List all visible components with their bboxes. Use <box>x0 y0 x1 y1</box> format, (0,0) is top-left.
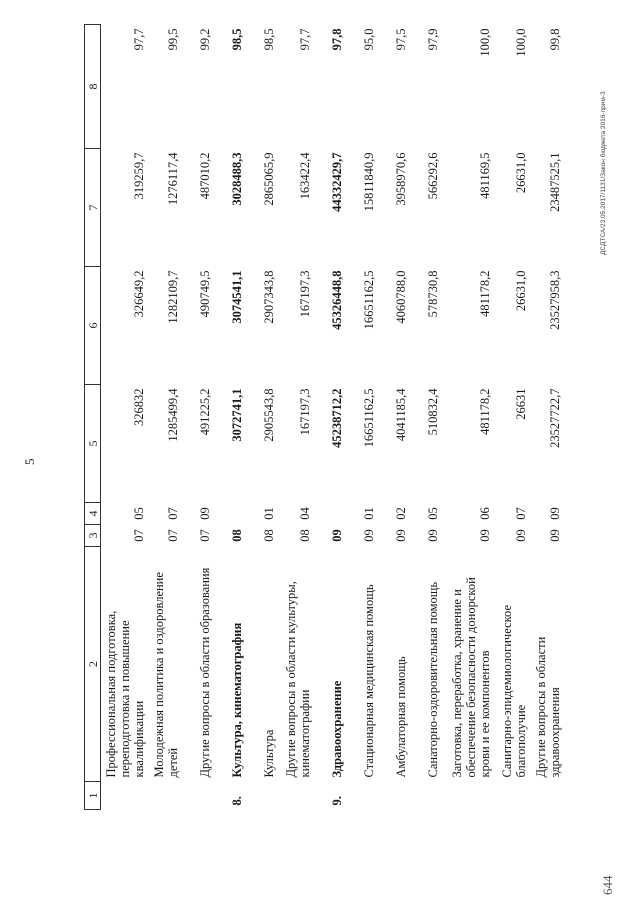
value-col-5: 2905543,8 <box>262 388 276 442</box>
subsection-code: 09 <box>548 507 562 520</box>
header-col-2: 2 <box>85 547 101 782</box>
value-col-7: 3958970,6 <box>394 152 408 206</box>
value-col-7: 15811840,9 <box>362 152 376 212</box>
table-row <box>247 25 279 810</box>
table-row <box>495 25 531 810</box>
value-col-8: 99,5 <box>166 28 180 51</box>
value-col-5: 1285499,4 <box>166 388 180 442</box>
row-name: Стационарная медицинская помощь <box>362 584 376 778</box>
row-number <box>279 782 315 810</box>
value-col-6: 490749,5 <box>198 270 212 318</box>
value-col-5: 3072741,1 <box>230 388 244 442</box>
row-number <box>101 782 150 810</box>
value-col-6: 23527958,3 <box>548 270 562 330</box>
value-col-6: 4060788,0 <box>394 270 408 324</box>
header-col-1: 1 <box>85 782 101 810</box>
row-number: 8. <box>230 796 244 806</box>
value-col-6: 578730,8 <box>426 270 440 318</box>
value-col-8: 97,8 <box>330 28 344 51</box>
value-col-8: 100,0 <box>514 28 528 57</box>
value-col-7: 319259,7 <box>132 152 146 200</box>
value-col-6: 16651162,5 <box>362 270 376 330</box>
value-col-7: 1276117,4 <box>166 152 180 206</box>
section-code: 08 <box>230 529 244 542</box>
table-row <box>215 25 247 810</box>
subsection-code: 01 <box>362 507 376 520</box>
subsection-code: 07 <box>514 507 528 520</box>
value-col-7: 23487525,1 <box>548 152 562 212</box>
table-row <box>315 25 347 810</box>
section-code: 09 <box>330 529 344 542</box>
value-col-6: 26631,0 <box>514 270 528 312</box>
section-code: 09 <box>362 529 376 542</box>
section-code: 09 <box>478 529 492 542</box>
row-number <box>531 782 565 810</box>
value-col-5: 4041185,4 <box>394 388 408 442</box>
value-col-7: 566292,6 <box>426 152 440 200</box>
row-name: Заготовка, переработка, хранение и обеспечение безопасности донорской крови и ее компонентов <box>450 577 492 778</box>
value-col-8: 98,5 <box>230 28 244 51</box>
row-number <box>149 782 183 810</box>
row-number <box>443 782 495 810</box>
value-col-5: 45238712,2 <box>330 388 344 448</box>
table-row <box>443 25 495 810</box>
value-col-8: 98,5 <box>262 28 276 51</box>
value-col-8: 97,5 <box>394 28 408 51</box>
value-col-5: 481178,2 <box>478 388 492 435</box>
value-col-8: 95,0 <box>362 28 376 51</box>
row-name: Другие вопросы в области здравоохранения <box>534 636 562 778</box>
section-code: 09 <box>548 529 562 542</box>
value-col-8: 100,0 <box>478 28 492 57</box>
section-code: 07 <box>166 529 180 542</box>
table-row <box>101 25 150 810</box>
section-code: 09 <box>514 529 528 542</box>
section-code: 09 <box>394 529 408 542</box>
value-col-5: 491225,2 <box>198 388 212 436</box>
value-col-6: 45326448,8 <box>330 270 344 330</box>
row-number: 9. <box>330 796 344 806</box>
section-code: 08 <box>298 529 312 542</box>
table-header-row <box>85 25 101 810</box>
value-col-6: 326649,2 <box>132 270 146 318</box>
row-name: Профессиональная подготовка, переподготовка и повышение квалификации <box>104 610 146 778</box>
value-col-7: 487010,2 <box>198 152 212 200</box>
table-row <box>531 25 565 810</box>
value-col-5: 26631 <box>514 388 528 420</box>
table-row <box>149 25 183 810</box>
row-number <box>411 782 443 810</box>
row-number <box>183 782 215 810</box>
header-col-3: 3 <box>85 525 101 547</box>
table-row <box>347 25 379 810</box>
table-row <box>411 25 443 810</box>
header-col-4: 4 <box>85 503 101 525</box>
value-col-7: 3028488,3 <box>230 152 244 206</box>
section-code: 07 <box>198 529 212 542</box>
subsection-code: 06 <box>478 507 492 520</box>
row-name: Амбулаторная помощь <box>394 656 408 778</box>
subsection-code: 02 <box>394 507 408 520</box>
row-name: Другие вопросы в области культуры, кинематографии <box>284 581 312 778</box>
sheet-number: 644 <box>600 875 615 895</box>
table-row <box>183 25 215 810</box>
value-col-8: 97,7 <box>298 28 312 51</box>
subsection-code <box>215 503 247 525</box>
row-name: Культура, кинематография <box>230 622 244 778</box>
footer-file-code: ДСДТСА/23.05.2017/1131/Закон бюджета 2016-прим-3 <box>600 91 607 255</box>
value-col-6: 167197,3 <box>298 270 312 318</box>
value-col-6: 1282109,7 <box>166 270 180 324</box>
budget-table <box>84 24 565 810</box>
value-col-5: 167197,3 <box>298 388 312 436</box>
header-col-8: 8 <box>85 25 101 149</box>
row-name: Другие вопросы в области образования <box>198 567 212 778</box>
subsection-code: 07 <box>166 507 180 520</box>
value-col-6: 481178,2 <box>478 270 492 317</box>
value-col-5: 23527722,7 <box>548 388 562 448</box>
value-col-8: 97,7 <box>132 28 146 51</box>
section-code: 09 <box>426 529 440 542</box>
subsection-code <box>315 503 347 525</box>
section-code: 07 <box>132 529 146 542</box>
row-number <box>347 782 379 810</box>
subsection-code: 05 <box>132 507 146 520</box>
subsection-code: 05 <box>426 507 440 520</box>
subsection-code: 04 <box>298 507 312 520</box>
value-col-5: 510832,4 <box>426 388 440 436</box>
row-name: Санаторно-оздоровительная помощь <box>426 581 440 778</box>
value-col-7: 44332429,7 <box>330 152 344 212</box>
row-name: Здравоохранение <box>330 680 344 778</box>
table-row <box>279 25 315 810</box>
value-col-8: 97,9 <box>426 28 440 51</box>
page-number: 5 <box>22 458 37 465</box>
header-col-6: 6 <box>85 267 101 385</box>
header-col-5: 5 <box>85 385 101 503</box>
value-col-7: 481169,5 <box>478 152 492 199</box>
row-name: Культура <box>262 729 276 778</box>
header-col-7: 7 <box>85 149 101 267</box>
value-col-8: 99,2 <box>198 28 212 51</box>
value-col-7: 2865065,9 <box>262 152 276 206</box>
row-number <box>495 782 531 810</box>
value-col-6: 3074541,1 <box>230 270 244 324</box>
value-col-8: 99,8 <box>548 28 562 51</box>
subsection-code: 09 <box>198 507 212 520</box>
section-code: 08 <box>262 529 276 542</box>
subsection-code: 01 <box>262 507 276 520</box>
row-number <box>247 782 279 810</box>
value-col-7: 26631,0 <box>514 152 528 194</box>
value-col-5: 16651162,5 <box>362 388 376 448</box>
value-col-5: 326832 <box>132 388 146 426</box>
row-name: Санитарно-эпидемиологическое благополучие <box>500 604 528 778</box>
row-number <box>379 782 411 810</box>
value-col-6: 2907343,8 <box>262 270 276 324</box>
row-name: Молодежная политика и оздоровление детей <box>152 572 180 778</box>
table-row <box>379 25 411 810</box>
value-col-7: 163422,4 <box>298 152 312 200</box>
